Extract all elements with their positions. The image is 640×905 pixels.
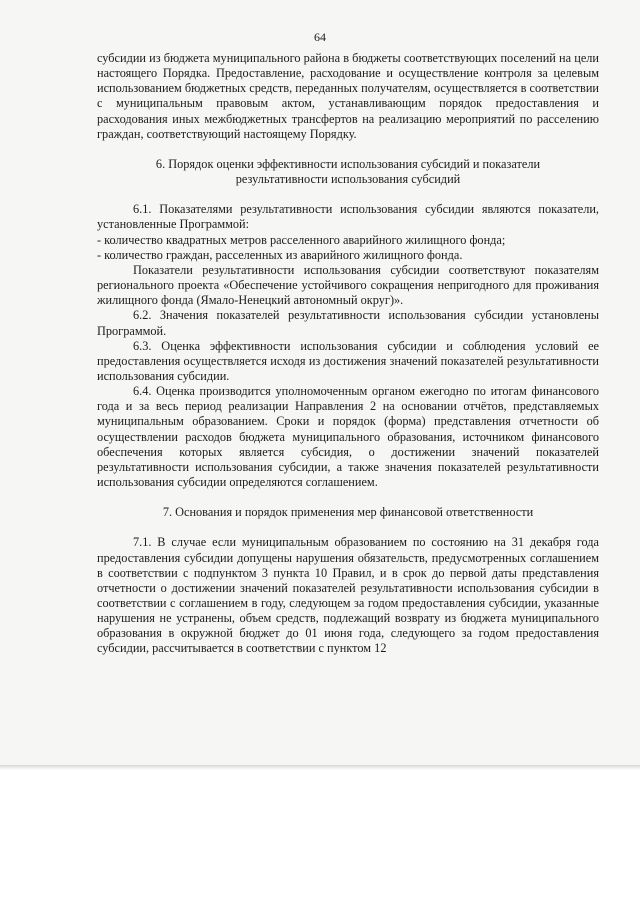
section-6-paragraph-4: 6.3. Оценка эффективности использования субсидии и соблюдения условий ее предоставления осуществляется исходя из достижения значений показателей результативности использования субсидии. (97, 338, 599, 383)
section-6-paragraph-2: Показатели результативности использования субсидии соответствуют показателям регионального проекта «Обеспечение устойчивого сокращения непригодного для проживания жилищного фонда (Ямало-Ненецкий автономный округ)». (97, 262, 599, 308)
document-body (97, 51, 599, 657)
section-6-paragraph-3: 6.2. Значения показателей результативности использования субсидии установлены Программой. (97, 308, 599, 338)
section-7-heading: 7. Основания и порядок применения мер финансовой ответственности (162, 505, 534, 520)
intro-paragraph: субсидии из бюджета муниципального района в бюджеты соответствующих поселений на цели настоящего Порядка. Предоставление, расходование и осуществление контроля за целевым использованием бюджетных средств, переданных получателям, осуществляется в соответствии с муниципальным правовым актом, устанавливающим порядок предоставления и расходования иных межбюджетных трансфертов на реализацию мероприятий по расселению граждан, соответствующий настоящему Порядку. (97, 51, 599, 141)
page-number: 64 (314, 30, 326, 44)
section-6-list-item-1: - количество квадратных метров расселенного аварийного жилищного фонда; (97, 232, 506, 247)
section-6-paragraph-5: 6.4. Оценка производится уполномоченным органом ежегодно по итогам финансового года и за весь период реализации Направления 2 на основании отчётов, представляемых муниципальным образованием. Сроки и порядок (форма) представления отчетности об осуществлении расходов бюджета муниципального образования, источником финансового обеспечения которых является субсидия, о достижении значений показателей результативности использования субсидии, а также значения показателей результативности использования субсидии определяются соглашением. (97, 384, 599, 490)
section-6-heading: 6. Порядок оценки эффективности использования субсидий и показатели результативности использования субсидий (155, 156, 541, 187)
section-6-paragraph-1: 6.1. Показателями результативности использования субсидии являются показатели, установленные Программой: (97, 202, 599, 232)
page-edge-shadow (0, 765, 640, 770)
section-7-paragraph-1: 7.1. В случае если муниципальным образованием по состоянию на 31 декабря года предоставления субсидии допущены нарушения обязательств, предусмотренных соглашением в соответствии с подпунктом 3 пункта 10 Правил, и в срок до первой даты представления отчетности о достижении значений показателей результативности использования субсидии в соответствии с соглашением в году, следующем за годом предоставления субсидии, указанные нарушения не устранены, объем средств, подлежащий возврату из бюджета муниципального образования в окружной бюджет до 01 июня года, следующего за годом предоставления субсидии, рассчитывается в соответствии с пунктом 12 (97, 535, 599, 656)
section-6-list-item-2: - количество граждан, расселенных из аварийного жилищного фонда. (97, 247, 463, 262)
